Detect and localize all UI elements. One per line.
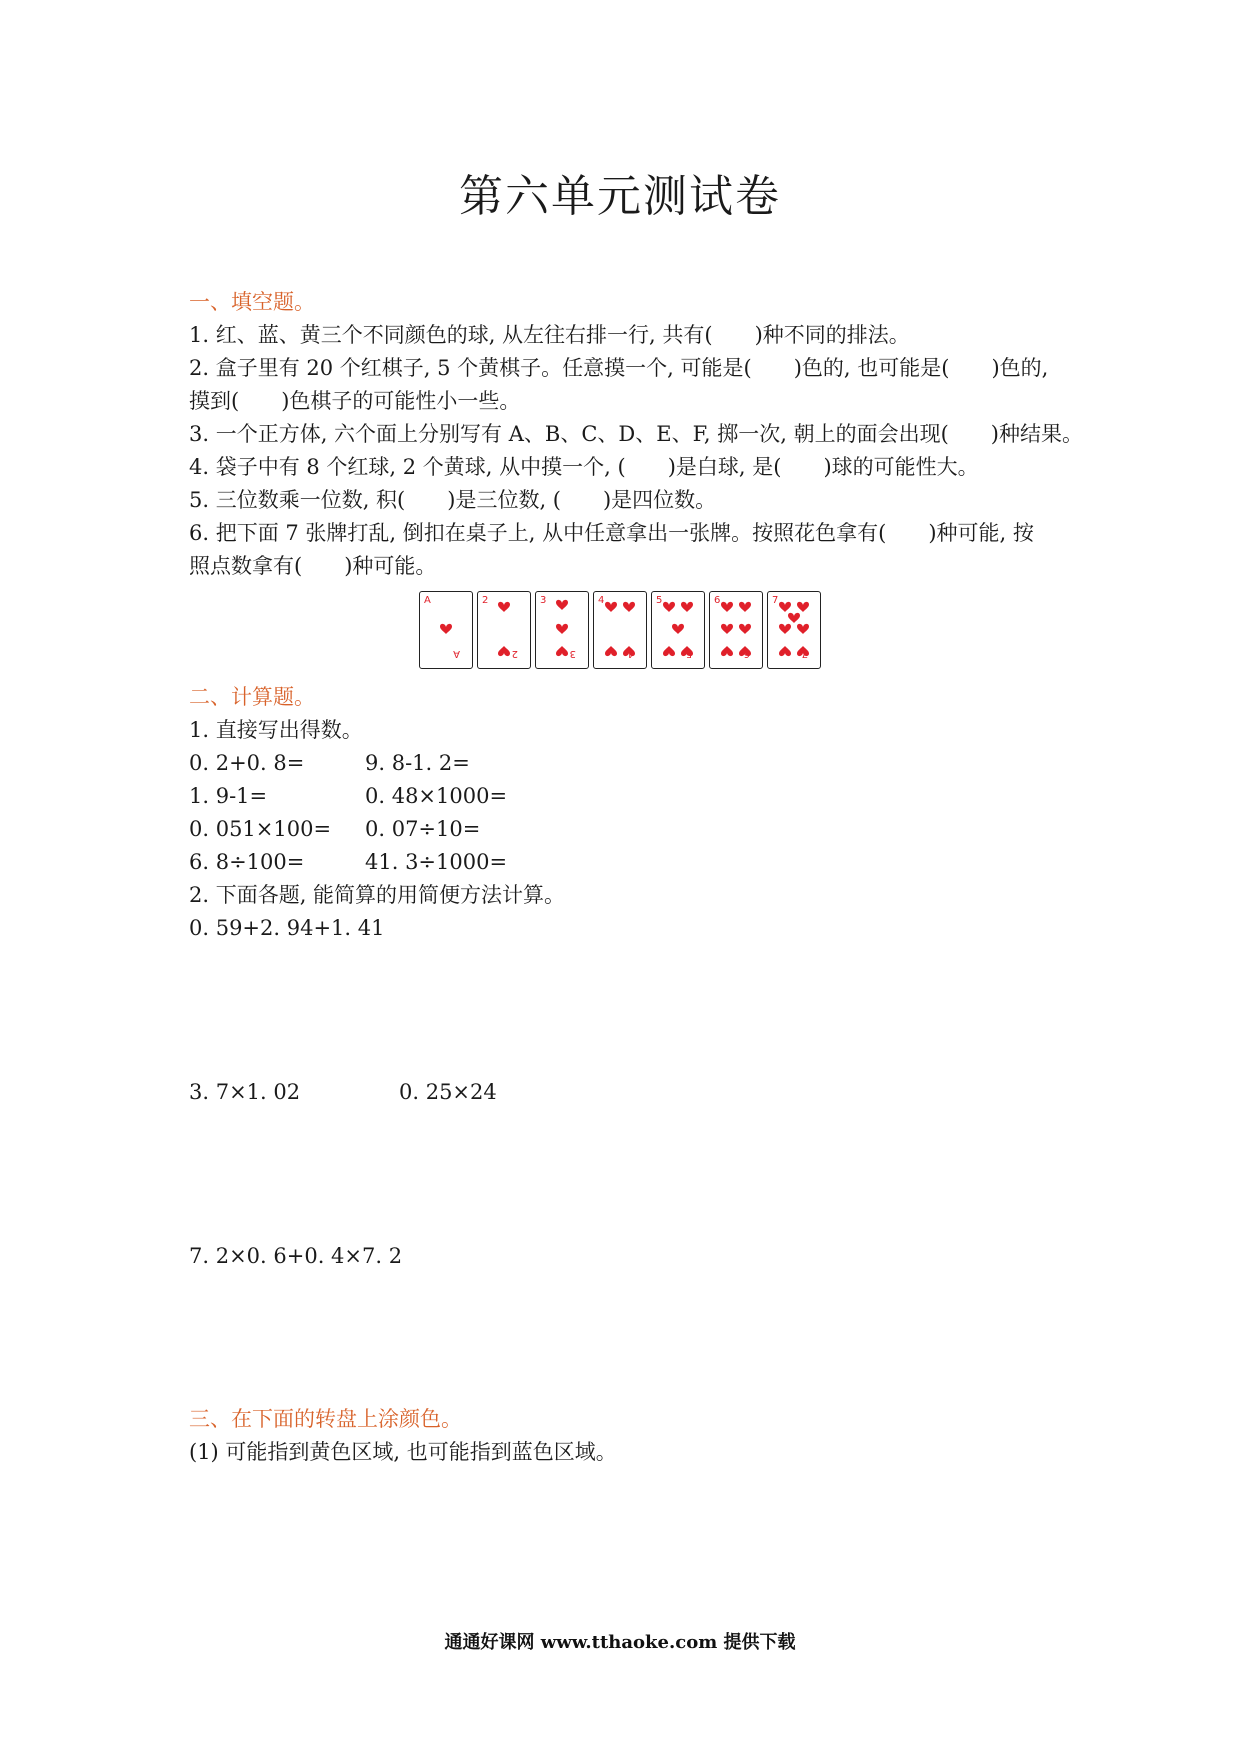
heart-pip-icon <box>681 602 693 612</box>
heart-pip-icon <box>605 646 617 656</box>
work-space <box>189 1273 1069 1403</box>
playing-card-7 <box>767 591 821 669</box>
calc-item: 0. 07÷10= <box>365 817 481 841</box>
work-space <box>189 945 1069 1076</box>
expression-2: 3. 7×1. 02 <box>189 1080 301 1104</box>
section-3-heading: 三、在下面的转盘上涂颜色。 <box>189 1407 462 1431</box>
playing-card-5 <box>651 591 705 669</box>
question-1-1: 1. 红、蓝、黄三个不同颜色的球, 从左往右排一行, 共有( )种不同的排法。 <box>189 323 910 347</box>
calc-row <box>189 846 1069 879</box>
calc-row <box>189 747 1069 780</box>
card-rank: 5 <box>656 595 663 606</box>
playing-card-3 <box>535 591 589 669</box>
playing-card-A <box>419 591 473 669</box>
heart-pip-icon <box>797 624 809 634</box>
question-3-1: (1) 可能指到黄色区域, 也可能指到蓝色区域。 <box>189 1440 617 1464</box>
calc-sub-1: 1. 直接写出得数。 <box>189 718 363 742</box>
question-1-3: 3. 一个正方体, 六个面上分别写有 A、B、C、D、E、F, 掷一次, 朝上的面会出现( )种结果。 <box>189 422 1083 446</box>
heart-pip-icon <box>779 602 791 612</box>
card-rank: A <box>424 595 431 606</box>
heart-pip-icon <box>779 624 791 634</box>
calc-item: 1. 9-1= <box>189 784 268 808</box>
heart-pip-icon <box>498 646 510 656</box>
heart-pip-icon <box>797 602 809 612</box>
heart-pip-icon <box>672 624 684 634</box>
page-title: 第六单元测试卷 <box>459 171 781 222</box>
card-rank: 4 <box>598 595 605 606</box>
playing-card-4 <box>593 591 647 669</box>
playing-cards-row <box>419 591 1069 675</box>
work-space <box>189 1109 1069 1240</box>
heart-pip-icon <box>739 624 751 634</box>
heart-pip-icon <box>556 646 568 656</box>
question-1-2-line-2: 摸到( )色棋子的可能性小一些。 <box>189 389 521 413</box>
calc-item: 0. 051×100= <box>189 817 332 841</box>
calc-item: 9. 8-1. 2= <box>365 751 470 775</box>
calc-item: 6. 8÷100= <box>189 850 305 874</box>
heart-pip-icon <box>721 646 733 656</box>
calc-row <box>189 813 1069 846</box>
card-rank: A <box>453 648 460 659</box>
playing-card-2 <box>477 591 531 669</box>
calc-row <box>189 780 1069 813</box>
heart-pip-icon <box>721 624 733 634</box>
card-rank: 3 <box>569 648 576 659</box>
question-1-2-line-1: 2. 盒子里有 20 个红棋子, 5 个黄棋子。任意摸一个, 可能是( )色的, 也可能是( )色的, <box>189 356 1049 380</box>
footer-credit: 通通好课网 www.tthaoke.com 提供下载 <box>444 1632 796 1653</box>
expression-row <box>189 1076 1069 1109</box>
heart-pip-icon <box>605 602 617 612</box>
calc-item: 41. 3÷1000= <box>365 850 508 874</box>
heart-pip-icon <box>623 602 635 612</box>
question-1-4: 4. 袋子中有 8 个红球, 2 个黄球, 从中摸一个, ( )是白球, 是( )球的可能性大。 <box>189 455 979 479</box>
section-1-heading: 一、填空题。 <box>189 290 315 314</box>
playing-card-6 <box>709 591 763 669</box>
heart-pip-icon <box>739 602 751 612</box>
card-rank: 2 <box>511 648 518 659</box>
heart-pip-icon <box>663 646 675 656</box>
section-2-heading: 二、计算题。 <box>189 685 315 709</box>
heart-pip-icon <box>663 602 675 612</box>
test-content <box>189 286 1083 1469</box>
heart-pip-icon <box>498 602 510 612</box>
question-1-5: 5. 三位数乘一位数, 积( )是三位数, ( )是四位数。 <box>189 488 717 512</box>
expression-3: 0. 25×24 <box>399 1080 497 1104</box>
calc-item: 0. 48×1000= <box>365 784 508 808</box>
heart-pip-icon <box>788 613 800 623</box>
heart-pip-icon <box>556 624 568 634</box>
question-1-6-line-2: 照点数拿有( )种可能。 <box>189 554 437 578</box>
expression-1: 0. 59+2. 94+1. 41 <box>189 916 385 940</box>
expression-4: 7. 2×0. 6+0. 4×7. 2 <box>189 1244 403 1268</box>
question-1-6-line-1: 6. 把下面 7 张牌打乱, 倒扣在桌子上, 从中任意拿出一张牌。按照花色拿有( )种可能, 按 <box>189 521 1034 545</box>
heart-pip-icon <box>440 624 452 634</box>
card-rank: 7 <box>772 595 779 606</box>
card-rank: 3 <box>540 595 547 606</box>
calc-sub-2: 2. 下面各题, 能简算的用简便方法计算。 <box>189 883 566 907</box>
heart-pip-icon <box>556 600 568 610</box>
calc-item: 0. 2+0. 8= <box>189 751 305 775</box>
heart-pip-icon <box>721 602 733 612</box>
card-rank: 2 <box>482 595 489 606</box>
heart-pip-icon <box>779 646 791 656</box>
card-rank: 6 <box>714 595 721 606</box>
